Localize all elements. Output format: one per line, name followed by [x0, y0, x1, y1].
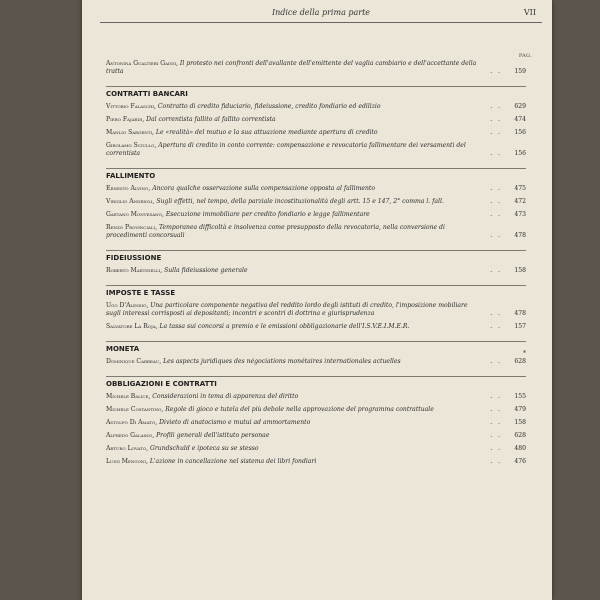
toc-section: [106, 376, 526, 466]
entry-page-number: 478: [514, 232, 526, 239]
toc-entry-text: [106, 211, 478, 219]
separator: ,: [146, 302, 151, 309]
entry-author: Luigi Mengoni: [106, 458, 146, 465]
toc-entry-text: [106, 224, 478, 240]
leader-dots: . .: [490, 129, 502, 136]
entry-title: Considerazioni in tema di apparenza del diritto: [152, 393, 299, 400]
toc-entry: [106, 60, 526, 76]
leader-dots: . .: [490, 198, 502, 205]
toc-entry-text: [106, 445, 478, 453]
toc-entry-text: [106, 129, 478, 137]
entry-page-number: 476: [514, 458, 526, 465]
separator: ,: [154, 103, 158, 110]
entry-author: Ernesto Alvino: [106, 185, 149, 192]
section-heading: FALLIMENTO: [106, 168, 526, 180]
toc-entry: [106, 116, 526, 124]
separator: ,: [142, 116, 147, 123]
toc-entry-text: [106, 116, 478, 124]
entry-title: Sulla fideiussione generale: [164, 267, 248, 274]
toc-entry: [106, 129, 526, 137]
entry-page-number: 156: [514, 150, 526, 157]
separator: ,: [148, 393, 153, 400]
separator: ,: [161, 406, 166, 413]
leader-dots: . .: [490, 232, 502, 239]
toc-entry-text: [106, 406, 478, 414]
leader-dots: . .: [490, 393, 502, 400]
entry-page-number: 479: [514, 406, 526, 413]
entry-author: Vittorio Falaschi: [106, 103, 155, 110]
entry-title: Divieto di anatocismo e mutui ad ammortamento: [159, 419, 311, 426]
entry-page-number: 158: [514, 419, 526, 426]
entry-page-number: 157: [514, 323, 526, 330]
toc-entry-text: [106, 267, 478, 275]
leader-dots: . .: [490, 150, 502, 157]
toc-entry: [106, 419, 526, 427]
leader-dots: . .: [490, 458, 502, 465]
toc-section: [106, 168, 526, 240]
separator: ,: [145, 458, 150, 465]
separator: ,: [148, 185, 153, 192]
separator: ,: [152, 198, 157, 205]
leader-dots: . .: [490, 68, 502, 75]
entry-title: La tassa sui concorsi a premio e le emissioni obbligazionarie dell'I.S.V.E.I.M.E.R.: [159, 323, 410, 330]
entry-page-number: 473: [514, 211, 526, 218]
entry-author: Alfredo Galasso: [106, 432, 153, 439]
page-number: VII: [523, 8, 536, 17]
section-heading: CONTRATTI BANCARI: [106, 86, 526, 98]
running-header-title: Indice della prima parte: [271, 8, 371, 17]
entry-page-number: 478: [514, 310, 526, 317]
leader-dots: . .: [490, 323, 502, 330]
toc-entry: [106, 267, 526, 275]
toc-entry: [106, 198, 526, 206]
leader-dots: . .: [490, 445, 502, 452]
section-heading: OBBLIGAZIONI E CONTRATTI: [106, 376, 526, 388]
toc-entry: [106, 432, 526, 440]
separator: ,: [154, 142, 159, 149]
toc-section: [106, 285, 526, 331]
toc-entry-text: [106, 323, 478, 331]
toc-entry-text: [106, 185, 478, 193]
running-header: [100, 6, 542, 23]
toc-entry: [106, 406, 526, 414]
separator: ,: [176, 60, 180, 67]
separator: ,: [146, 445, 150, 452]
leader-dots: . .: [490, 406, 502, 413]
entry-title: Sugli effetti, nel tempo, della parziale incostituzionalità degli artt. 15 e 147, 2° comma l. fall.: [156, 198, 444, 205]
entry-author: Manlio Sargenti: [106, 129, 153, 136]
toc-entry-text: [106, 60, 478, 76]
entry-page-number: 480: [514, 445, 526, 452]
entry-author: Roberto Martinelli: [106, 267, 161, 274]
toc-entry: [106, 358, 526, 366]
section-heading: FIDEIUSSIONE: [106, 250, 526, 262]
page-column-label: PAG.: [518, 53, 532, 59]
leader-dots: . .: [490, 310, 502, 317]
section-heading: MONETA: [106, 341, 526, 353]
toc-entry-text: [106, 103, 478, 111]
toc-entry-text: [106, 358, 478, 366]
entry-author: Antonina Gualtieri Gaddi: [106, 60, 177, 67]
entry-title: Grundschuld e ipoteca su se stesso: [149, 445, 259, 452]
toc-section: [106, 341, 526, 366]
entry-page-number: 155: [514, 393, 526, 400]
entry-page-number: 472: [514, 198, 526, 205]
toc-entry-text: [106, 142, 478, 158]
entry-author: Piero Fajardi: [106, 116, 143, 123]
toc-entry: [106, 458, 526, 466]
entry-author: Michele Balice: [106, 393, 149, 400]
document-page: [82, 0, 552, 600]
entry-author: Renzo Provinciali: [106, 224, 156, 231]
toc-entry: [106, 185, 526, 193]
entry-author: Salvatore La Roja: [106, 323, 156, 330]
leader-dots: . .: [490, 267, 502, 274]
entry-title: Le «realità» del mutuo e la sua attuazione mediante apertura di credito: [155, 129, 378, 136]
entry-author: Astolfo Di Amato: [106, 419, 156, 426]
toc-entry-text: [106, 432, 478, 440]
entry-author: Michele Costantino: [106, 406, 162, 413]
entry-author: Ugo D'Alessio: [106, 302, 147, 309]
toc-entry-text: [106, 198, 478, 206]
leader-dots: . .: [490, 419, 502, 426]
toc-entry-text: [106, 302, 478, 318]
toc-entry: [106, 302, 526, 318]
toc-entry: [106, 393, 526, 401]
leader-dots: . .: [490, 432, 502, 439]
toc-entry: [106, 142, 526, 158]
toc-entry: [106, 224, 526, 240]
entry-author: Virgilio Andrioli: [106, 198, 153, 205]
section-heading: IMPOSTE E TASSE: [106, 285, 526, 297]
entry-title: Profili generali dell'istituto personae: [156, 432, 270, 439]
separator: ,: [152, 129, 156, 136]
separator: ,: [155, 224, 159, 231]
entry-title: Esecuzione immobiliare per credito fondiario e legge fallimentare: [165, 211, 370, 218]
entry-author: Dominique Carreau: [106, 358, 160, 365]
entry-page-number: 475: [514, 185, 526, 192]
table-of-contents: [106, 60, 526, 471]
entry-page-number: 629: [514, 103, 526, 110]
entry-page-number: * 628: [502, 358, 526, 366]
toc-entry: [106, 323, 526, 331]
separator: ,: [160, 267, 165, 274]
toc-entry-text: [106, 393, 478, 401]
toc-entry: [106, 103, 526, 111]
toc-entry-text: [106, 458, 478, 466]
separator: ,: [155, 419, 160, 426]
toc-entry: [106, 445, 526, 453]
leader-dots: . .: [490, 103, 502, 110]
leader-dots: . .: [490, 211, 502, 218]
separator: ,: [152, 432, 157, 439]
separator: ,: [155, 323, 160, 330]
separator: ,: [159, 358, 164, 365]
entry-title: Temporanea difficoltà e insolvenza come presupposto della revocatoria, nella conversione di procedimenti concorsuali: [106, 224, 445, 239]
leader-dots: . .: [490, 358, 502, 365]
toc-section: [106, 250, 526, 275]
entry-page-number: 156: [514, 129, 526, 136]
entry-title: Una particolare componente negativa del reddito lordo degli istituti di credito, l'imposizione mobiliare sugli interessi corrisposti ai depositanti; incontri e scontri di dottrina e giurisprudenza: [106, 302, 468, 317]
entry-page-number: 628: [514, 432, 526, 439]
entry-author: Arturo Lovato: [106, 445, 147, 452]
entry-author: Girolamo Sciullo: [106, 142, 155, 149]
separator: ,: [161, 211, 166, 218]
entry-title: Contratto di credito fiduciario, fideiussione, credito fondiario ed edilizio: [157, 103, 381, 110]
toc-section: [106, 86, 526, 158]
entry-title: Apertura di credito in conto corrente: compensazione e revocatoria fallimentare dei versamenti del correntista: [106, 142, 466, 157]
entry-title: L'azione in cancellazione nel sistema dei libri fondiari: [149, 458, 317, 465]
leader-dots: . .: [490, 116, 502, 123]
entry-title: Regole di gioco e tutela del più debole nella approvazione del programma contrattuale: [165, 406, 434, 413]
toc-entry: [106, 211, 526, 219]
entry-author: Gaetano Monvesano: [106, 211, 162, 218]
entry-page-number: 159: [514, 68, 526, 75]
entry-title: Il protesto nei confronti dell'avallante dell'emittente del vaglia cambiario e dell'accettante della tratta: [106, 60, 477, 75]
entry-page-number: 158: [514, 267, 526, 274]
entry-title: Dal correntista fallito al fallito correntista: [146, 116, 276, 123]
entry-title: Les aspects juridiques des négociations monétaires internationales actuelles: [163, 358, 401, 365]
leader-dots: . .: [490, 185, 502, 192]
toc-entry-text: [106, 419, 478, 427]
entry-title: Ancora qualche osservazione sulla compensazione opposta al fallimento: [152, 185, 376, 192]
entry-page-number: 474: [514, 116, 526, 123]
